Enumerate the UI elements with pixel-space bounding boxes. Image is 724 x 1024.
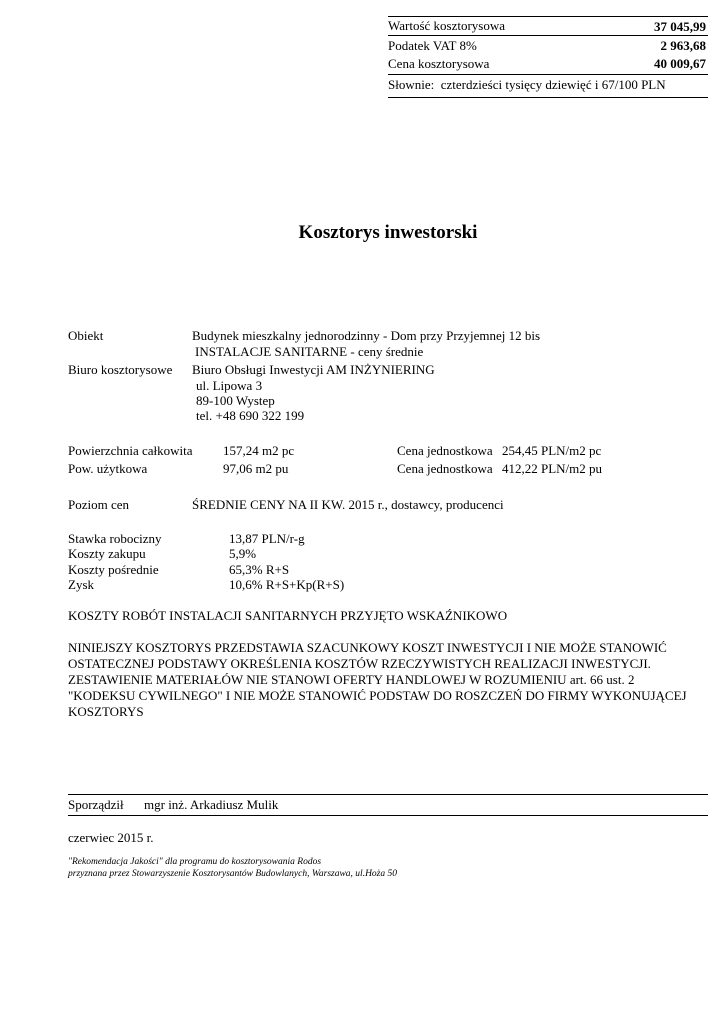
summary-top-rule xyxy=(388,16,708,17)
rate-value: 65,3% R+S xyxy=(229,562,290,577)
summary-label: Podatek VAT 8% xyxy=(388,38,477,53)
page-title: Kosztorys inwestorski xyxy=(298,222,478,243)
office-line: ul. Lipowa 3 xyxy=(196,378,263,393)
unit-price-pu: 412,22 PLN/m2 pu xyxy=(502,461,603,476)
rate-value: 10,6% R+S+Kp(R+S) xyxy=(229,577,345,592)
rate-value: 5,9% xyxy=(229,546,257,561)
summary-label: Cena kosztorysowa xyxy=(388,56,490,71)
unit-price-label: Cena jednostkowa xyxy=(397,443,493,458)
disclaimer-line: ZESTAWIENIE MATERIAŁÓW NIE STANOWI OFERTY HANDLOWEJ W ROZUMIENIU art. 66 ust. 2 xyxy=(68,672,635,687)
price-level-label: Poziom cen xyxy=(68,497,130,512)
office-line: tel. +48 690 322 199 xyxy=(196,408,305,423)
summary-words-value: czterdzieści tysięcy dziewięć i 67/100 PLN xyxy=(440,77,666,92)
area-total-label: Powierzchnia całkowita xyxy=(68,443,193,458)
summary-words-label: Słownie: xyxy=(388,77,435,92)
object-label: Obiekt xyxy=(68,328,104,343)
office-line: 89-100 Wystep xyxy=(196,393,275,408)
signature-top-rule xyxy=(68,794,708,795)
rate-label: Zysk xyxy=(68,577,94,592)
area-usable-value: 97,06 m2 pu xyxy=(223,461,289,476)
summary-value: 37 045,99 xyxy=(654,19,706,34)
signature-bottom-rule xyxy=(68,815,708,816)
footer-note: "Rekomendacja Jakości" dla programu do kosztorysowania Rodos xyxy=(68,857,322,867)
summary-words xyxy=(388,77,666,93)
summary-label: Wartość kosztorysowa xyxy=(388,18,506,33)
summary-value: 40 009,67 xyxy=(654,56,706,71)
summary-value: 2 963,68 xyxy=(660,38,706,53)
summary-rule xyxy=(388,35,708,36)
office-label: Biuro kosztorysowe xyxy=(68,362,173,377)
disclaimer-line: KOSZTORYS xyxy=(68,704,144,719)
object-line: INSTALACJE SANITARNE - ceny średnie xyxy=(195,344,424,359)
prepared-name: mgr inż. Arkadiusz Mulik xyxy=(144,797,279,812)
summary-bottom-rule xyxy=(388,97,708,98)
office-line: Biuro Obsługi Inwestycji AM INŻYNIERING xyxy=(192,362,435,377)
disclaimer-line: OSTATECZNEJ PODSTAWY OKREŚLENIA KOSZTÓW RZECZYWISTYCH REALIZACJI INWESTYCJI. xyxy=(68,656,651,671)
price-level-value: ŚREDNIE CENY NA II KW. 2015 r., dostawcy, producenci xyxy=(192,497,504,512)
summary-rule xyxy=(388,74,708,75)
rate-value: 13,87 PLN/r-g xyxy=(229,531,305,546)
rate-label: Koszty pośrednie xyxy=(68,562,159,577)
object-line: Budynek mieszkalny jednorodzinny - Dom przy Przyjemnej 12 bis xyxy=(192,328,541,343)
footer-note: przyznana przez Stowarzyszenie Kosztorysantów Budowlanych, Warszawa, ul.Hoża 50 xyxy=(68,869,398,879)
rate-label: Stawka robocizny xyxy=(68,531,162,546)
note-text: KOSZTY ROBÓT INSTALACJI SANITARNYCH PRZYJĘTO WSKAŹNIKOWO xyxy=(68,608,508,623)
disclaimer-line: NINIEJSZY KOSZTORYS PRZEDSTAWIA SZACUNKOWY KOSZT INWESTYCJI I NIE MOŻE STANOWIĆ xyxy=(68,640,667,655)
unit-price-pc: 254,45 PLN/m2 pc xyxy=(502,443,602,458)
rate-label: Koszty zakupu xyxy=(68,546,146,561)
disclaimer-line: "KODEKSU CYWILNEGO" I NIE MOŻE STANOWIĆ PODSTAW DO ROSZCZEŃ DO FIRMY WYKONUJĄCEJ xyxy=(68,688,687,703)
unit-price-label: Cena jednostkowa xyxy=(397,461,493,476)
area-total-value: 157,24 m2 pc xyxy=(223,443,295,458)
prepared-label: Sporządził xyxy=(68,797,124,812)
area-usable-label: Pow. użytkowa xyxy=(68,461,148,476)
document-date: czerwiec 2015 r. xyxy=(68,830,154,845)
